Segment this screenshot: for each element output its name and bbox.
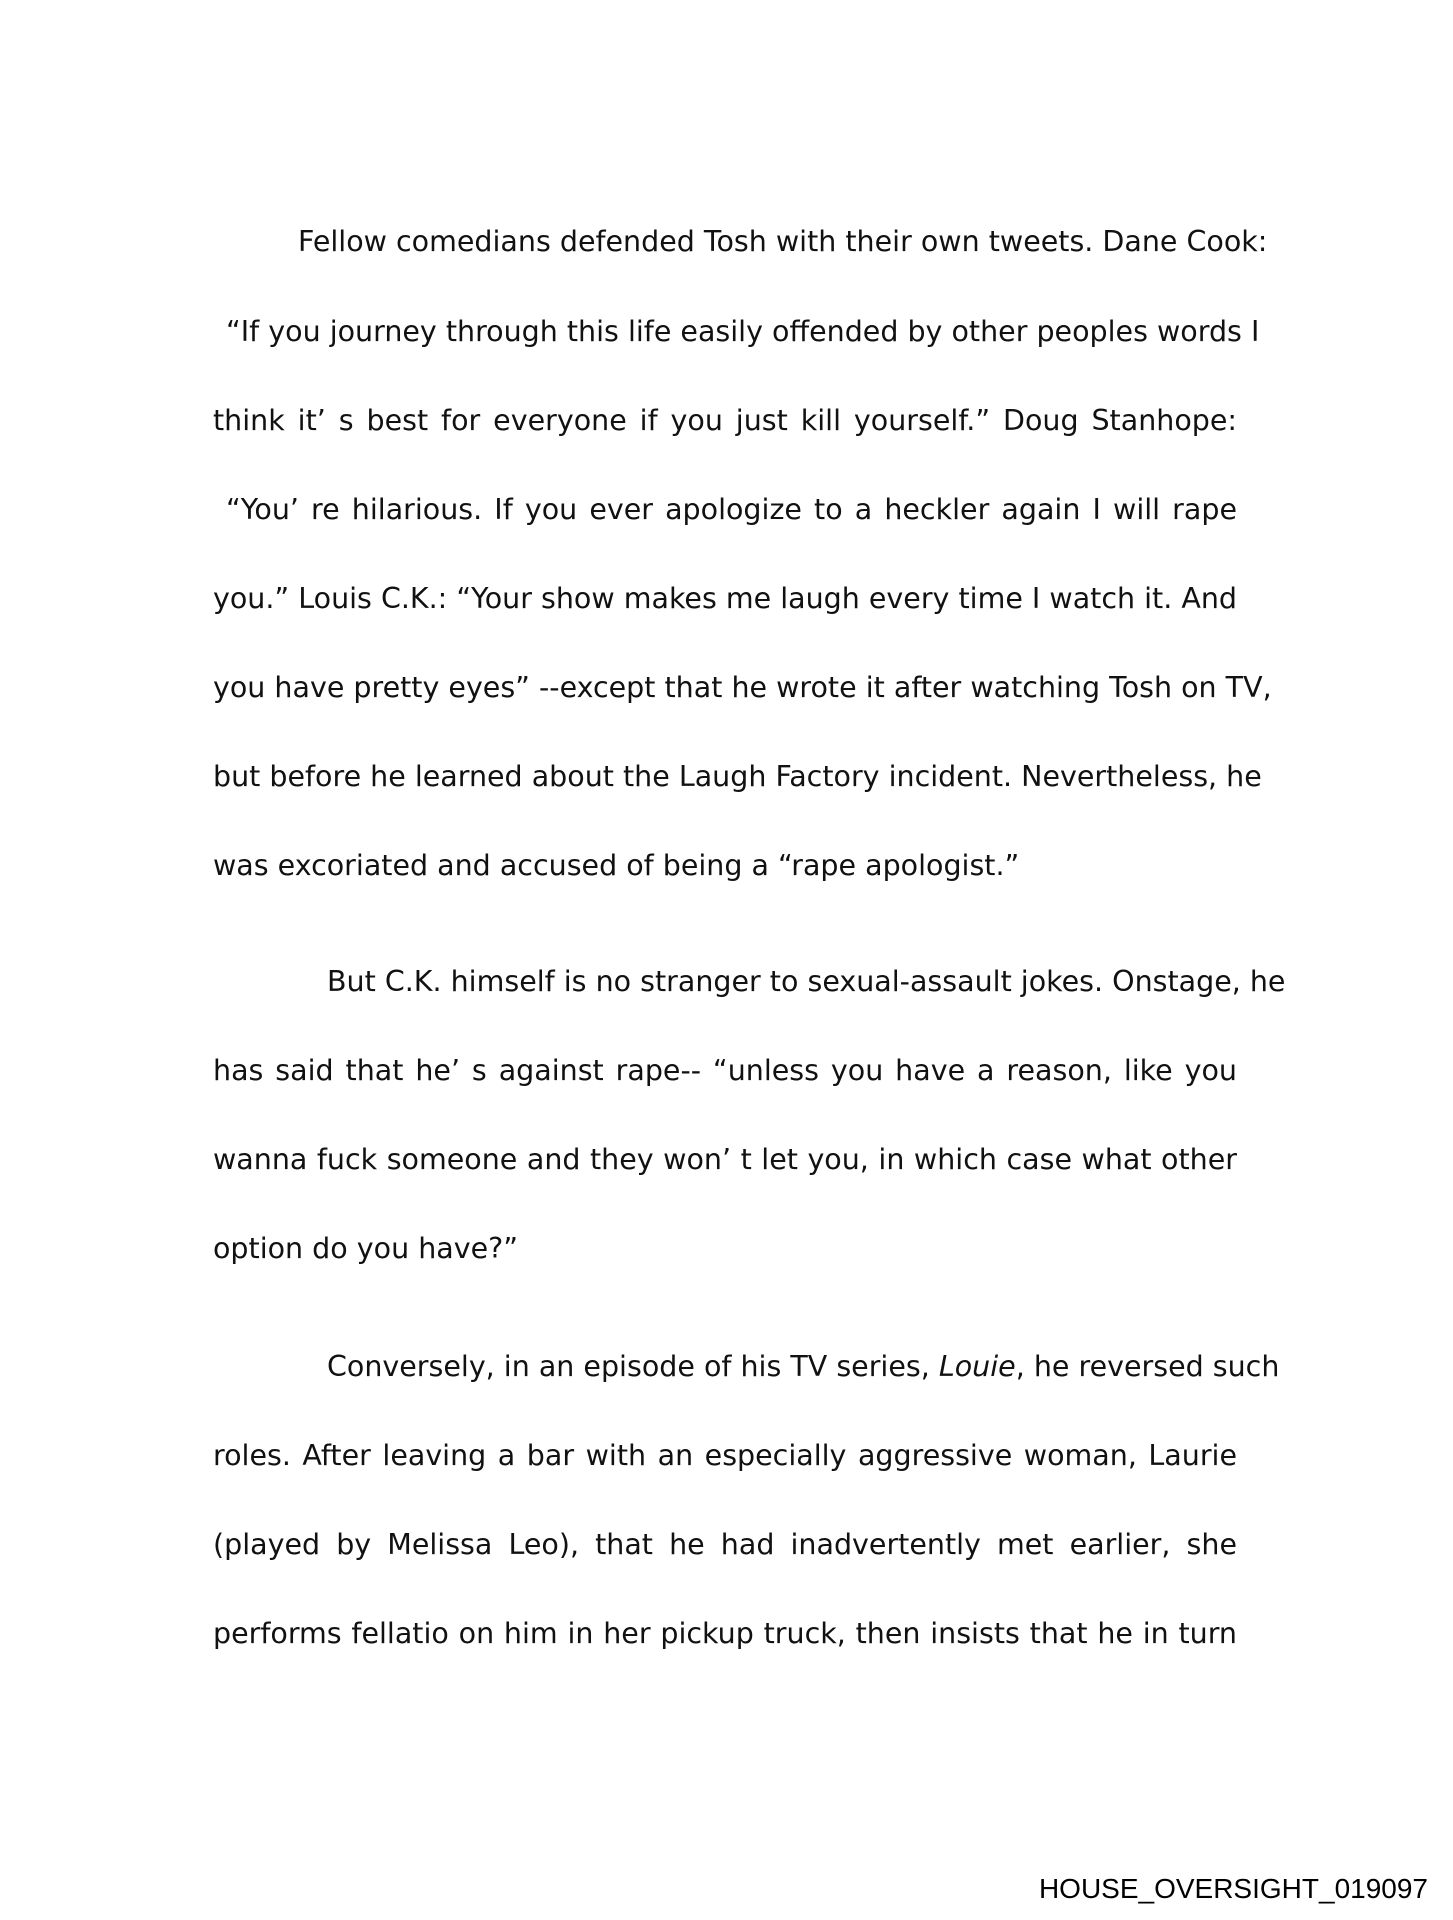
text-line: “If you journey through this life easily offended by other peoples words I <box>226 315 1260 348</box>
text-line: roles. After leaving a bar with an especially aggressive woman, Laurie <box>213 1439 1237 1472</box>
text-line: you.” Louis C.K.: “Your show makes me laugh every time I watch it. And <box>213 582 1237 615</box>
text-line: was excoriated and accused of being a “rape apologist.” <box>213 849 1020 882</box>
text-line: but before he learned about the Laugh Factory incident. Nevertheless, he <box>213 760 1262 793</box>
series-title: Louie <box>938 1350 1016 1383</box>
text-line: has said that he’ s against rape-- “unless you have a reason, like you <box>213 1054 1237 1087</box>
text-line: (played by Melissa Leo), that he had inadvertently met earlier, she <box>213 1528 1237 1561</box>
bates-number: HOUSE_OVERSIGHT_019097 <box>1038 1873 1428 1904</box>
text-line: performs fellatio on him in her pickup truck, then insists that he in turn <box>213 1617 1237 1650</box>
text-segment: , he reversed such <box>1015 1350 1280 1383</box>
text-line: you have pretty eyes” --except that he wrote it after watching Tosh on TV, <box>213 671 1272 704</box>
text-line: think it’ s best for everyone if you just kill yourself.” Doug Stanhope: <box>213 404 1237 437</box>
text-line: option do you have?” <box>213 1232 519 1265</box>
text-line: Fellow comedians defended Tosh with their own tweets. Dane Cook: <box>298 225 1268 258</box>
text-segment: Conversely, in an episode of his TV series, <box>327 1350 939 1383</box>
text-line: “You’ re hilarious. If you ever apologize to a heckler again I will rape <box>226 493 1237 526</box>
text-line: wanna fuck someone and they won’ t let you, in which case what other <box>213 1143 1237 1176</box>
text-line <box>327 1349 1280 1385</box>
text-line: But C.K. himself is no stranger to sexual-assault jokes. Onstage, he <box>327 965 1286 998</box>
